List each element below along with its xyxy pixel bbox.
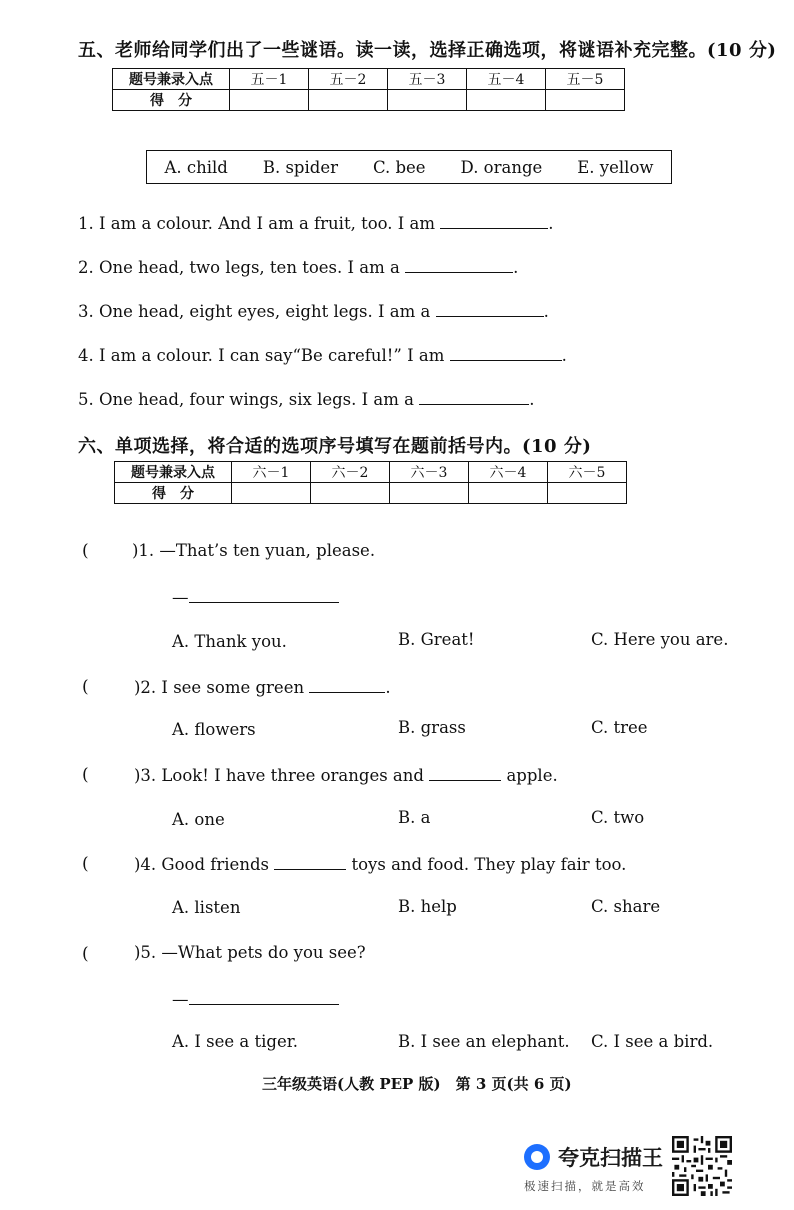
answer-blank[interactable] <box>274 853 346 870</box>
riddle-2 <box>78 256 518 277</box>
question-5-answer-line <box>172 988 339 1009</box>
option-b: B. I see an elephant. <box>398 1032 570 1051</box>
section6-heading: 六、单项选择，将合适的选项序号填写在题前括号内。(10 分) <box>78 436 592 457</box>
dialogue-dash: — <box>172 588 189 607</box>
answer-blank[interactable] <box>429 764 501 781</box>
answer-blank[interactable] <box>309 676 385 693</box>
question-4-stem <box>134 853 626 874</box>
riddle-end: . <box>548 214 554 233</box>
option-a: A. Thank you. <box>172 632 287 651</box>
option-a: A. I see a tiger. <box>172 1032 299 1051</box>
score-header-label: 题号兼录入点 <box>115 462 232 483</box>
option-c: C. Here you are. <box>591 630 729 649</box>
option-a: A. flowers <box>172 720 256 739</box>
score-input-cell[interactable] <box>388 90 467 111</box>
answer-blank[interactable] <box>405 256 513 273</box>
score-header-cell: 六－1 <box>232 462 311 483</box>
quark-logo-icon <box>524 1144 550 1170</box>
score-header-label: 题号兼录入点 <box>113 69 230 90</box>
riddle-text: 4. I am a colour. I can say“Be careful!” I am <box>78 346 445 365</box>
qr-code-icon <box>672 1136 732 1196</box>
score-input-cell[interactable] <box>467 90 546 111</box>
word-option: C. bee <box>372 157 426 177</box>
brand-slogan: 极速扫描，就是高效 <box>524 1179 646 1193</box>
option-c: C. share <box>591 897 661 916</box>
score-input-cell[interactable] <box>232 483 311 504</box>
riddle-text: 2. One head, two legs, ten toes. I am a <box>78 258 400 277</box>
score-header-cell: 六－3 <box>390 462 469 483</box>
answer-paren-open[interactable]: ( <box>82 854 89 874</box>
question-text-end: apple. <box>506 766 558 785</box>
option-a: A. one <box>172 810 225 829</box>
score-header-cell: 六－2 <box>311 462 390 483</box>
answer-blank[interactable] <box>419 388 529 405</box>
word-options-box <box>146 150 672 184</box>
brand-name: 夸克扫描王 <box>558 1146 663 1170</box>
answer-blank[interactable] <box>436 300 544 317</box>
section5-score-table <box>112 68 625 111</box>
riddle-end: . <box>543 302 549 321</box>
riddle-3 <box>78 300 549 321</box>
question-1-answer-line <box>172 586 339 607</box>
score-header-cell: 五－4 <box>467 69 546 90</box>
question-text-end: toys and food. They play fair too. <box>351 855 627 874</box>
riddle-1 <box>78 212 554 233</box>
brand-row <box>524 1142 663 1172</box>
option-b: B. grass <box>398 718 466 737</box>
score-input-cell[interactable] <box>548 483 627 504</box>
score-input-cell[interactable] <box>311 483 390 504</box>
word-option: D. orange <box>460 157 543 177</box>
score-input-cell[interactable] <box>469 483 548 504</box>
answer-blank[interactable] <box>450 344 562 361</box>
answer-blank[interactable] <box>440 212 548 229</box>
riddle-end: . <box>513 258 519 277</box>
answer-paren-open[interactable]: ( <box>82 944 89 964</box>
score-row-label: 得 分 <box>115 483 232 504</box>
score-header-cell: 五－3 <box>388 69 467 90</box>
score-header-cell: 五－2 <box>309 69 388 90</box>
score-input-cell[interactable] <box>390 483 469 504</box>
option-b: B. help <box>398 897 457 916</box>
score-table-header-row <box>115 462 627 483</box>
riddle-end: . <box>529 390 535 409</box>
score-input-cell[interactable] <box>546 90 625 111</box>
word-option: E. yellow <box>577 157 654 177</box>
question-1-stem: )1. —That’s ten yuan, please. <box>132 541 376 560</box>
question-text: )3. Look! I have three oranges and <box>134 766 424 785</box>
question-5-stem: )5. —What pets do you see? <box>134 943 366 962</box>
answer-blank[interactable] <box>189 586 339 603</box>
score-header-cell: 五－1 <box>230 69 309 90</box>
option-b: B. a <box>398 808 431 827</box>
question-text-end: . <box>385 678 391 697</box>
riddle-4 <box>78 344 567 365</box>
word-option: B. spider <box>262 157 338 177</box>
page-footer: 三年级英语(人教 PEP 版) 第 3 页(共 6 页) <box>262 1075 572 1093</box>
score-row-label: 得 分 <box>113 90 230 111</box>
option-b: B. Great! <box>398 630 475 649</box>
riddle-text: 3. One head, eight eyes, eight legs. I am a <box>78 302 431 321</box>
word-option: A. child <box>164 157 228 177</box>
riddle-text: 5. One head, four wings, six legs. I am a <box>78 390 414 409</box>
option-c: C. two <box>591 808 645 827</box>
question-text: )2. I see some green <box>134 678 305 697</box>
answer-paren-open[interactable]: ( <box>82 541 89 561</box>
answer-paren-open[interactable]: ( <box>82 677 89 697</box>
answer-blank[interactable] <box>189 988 339 1005</box>
score-table-score-row <box>113 90 625 111</box>
question-text: )4. Good friends <box>134 855 269 874</box>
dialogue-dash: — <box>172 990 189 1009</box>
score-header-cell: 五－5 <box>546 69 625 90</box>
section6-score-table <box>114 461 627 504</box>
scanner-watermark <box>524 1142 663 1194</box>
score-input-cell[interactable] <box>309 90 388 111</box>
option-a: A. listen <box>172 898 241 917</box>
riddle-5 <box>78 388 534 409</box>
score-input-cell[interactable] <box>230 90 309 111</box>
riddle-end: . <box>561 346 567 365</box>
riddle-text: 1. I am a colour. And I am a fruit, too. I am <box>78 214 436 233</box>
question-3-stem <box>134 764 558 785</box>
answer-paren-open[interactable]: ( <box>82 765 89 785</box>
score-header-cell: 六－5 <box>548 462 627 483</box>
question-2-stem <box>134 676 391 697</box>
section5-heading: 五、老师给同学们出了一些谜语。读一读，选择正确选项，将谜语补充完整。(10 分) <box>78 40 777 61</box>
score-header-cell: 六－4 <box>469 462 548 483</box>
score-table-header-row <box>113 69 625 90</box>
option-c: C. tree <box>591 718 648 737</box>
score-table-score-row <box>115 483 627 504</box>
option-c: C. I see a bird. <box>591 1032 714 1051</box>
